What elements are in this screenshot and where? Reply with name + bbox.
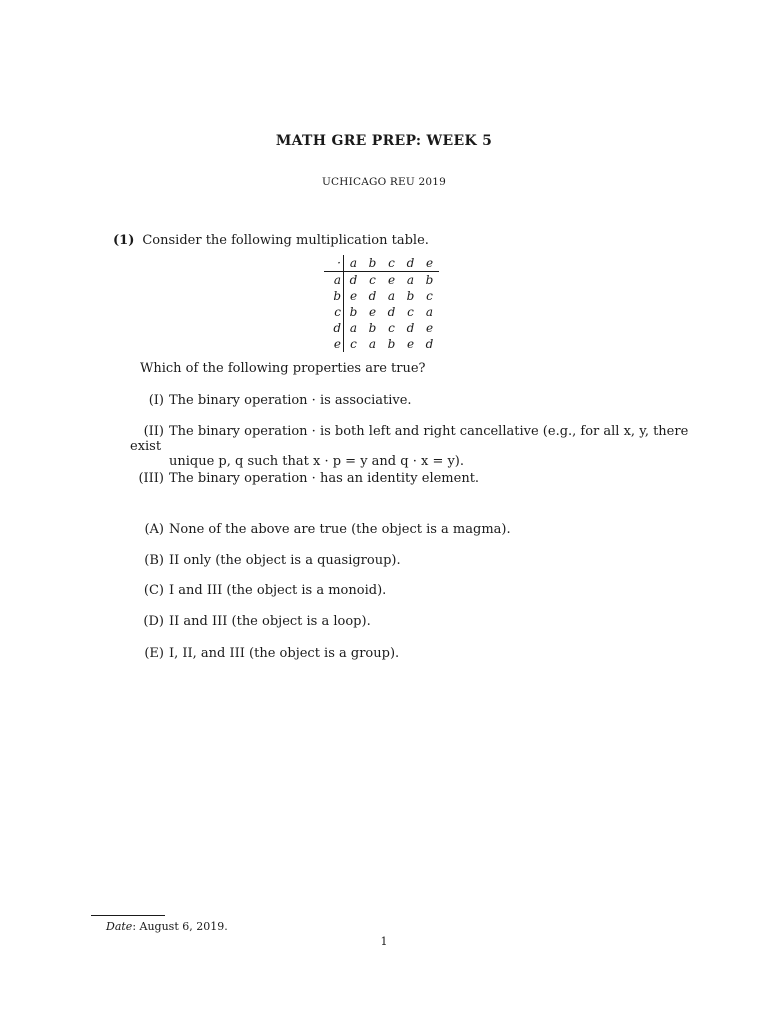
option-text: None of the above are true (the object is a magma). (169, 522, 511, 537)
table-cell: e (368, 305, 377, 319)
table-cell: a (368, 337, 377, 351)
table-col-header: c (382, 255, 401, 272)
table-cell: b (368, 321, 377, 335)
property-label: (II) (143, 424, 164, 439)
table-cell: a (425, 305, 434, 319)
table-header-row (324, 255, 439, 272)
table-col-header: a (344, 255, 364, 272)
table-row (324, 288, 439, 304)
property-text-continuation: unique p, q such that x · p = y and q · x = y). (169, 454, 465, 469)
table-cell: c (369, 273, 376, 287)
table-row (324, 304, 439, 320)
option-text: I, II, and III (the object is a group). (169, 646, 400, 661)
property-label: (I) (148, 393, 164, 408)
table-corner: · (324, 255, 344, 272)
option-label: (A) (144, 522, 164, 537)
table-col-header: d (401, 255, 420, 272)
answer-option (130, 614, 371, 629)
table-cell: d (349, 273, 358, 287)
property-text: The binary operation · is associative. (169, 393, 412, 408)
page-subtitle: UCHICAGO REU 2019 (321, 176, 447, 188)
table-cell: d (387, 305, 396, 319)
table-cell: a (387, 289, 396, 303)
table-row-header: e (324, 336, 344, 352)
question-prompt: Which of the following properties are true? (140, 361, 426, 376)
property-item (130, 393, 412, 408)
multiplication-table (324, 255, 439, 352)
table-cell: e (387, 273, 396, 287)
table-row (324, 272, 439, 289)
option-text: I and III (the object is a monoid). (169, 583, 387, 598)
property-item (130, 424, 690, 469)
option-text: II and III (the object is a loop). (169, 614, 371, 629)
page-title: MATH GRE PREP: WEEK 5 (275, 133, 493, 149)
table-cell: b (425, 273, 434, 287)
table-cell: c (388, 321, 395, 335)
property-text: The binary operation · is both left and right cancellative (e.g., for all x, y, there exist (130, 424, 689, 454)
table-cell: b (387, 337, 396, 351)
table-cell: e (425, 321, 434, 335)
table-cell: e (406, 337, 415, 351)
property-label: (III) (138, 471, 164, 486)
table-cell: c (350, 337, 357, 351)
table-row (324, 336, 439, 352)
answer-option (130, 583, 386, 598)
table-row-header: d (324, 320, 344, 336)
footnote-rule (91, 915, 165, 916)
table-row-header: a (324, 272, 344, 289)
table-cell: a (349, 321, 358, 335)
footnote-text: : August 6, 2019. (132, 920, 228, 933)
table-cell: d (406, 321, 415, 335)
table-row (324, 320, 439, 336)
table-col-header: e (420, 255, 439, 272)
table-cell: c (407, 305, 414, 319)
footnote (106, 920, 228, 933)
table-cell: d (425, 337, 434, 351)
property-text: The binary operation · has an identity element. (169, 471, 480, 486)
question-intro (113, 233, 429, 248)
answer-option (130, 553, 401, 568)
footnote-label: Date (106, 920, 133, 933)
option-label: (E) (144, 646, 164, 661)
table-cell: e (349, 289, 358, 303)
table-row-header: c (324, 304, 344, 320)
table-cell: b (406, 289, 415, 303)
option-text: II only (the object is a quasigroup). (169, 553, 401, 568)
question-intro-text: Consider the following multiplication table. (142, 233, 429, 248)
table-col-header: b (363, 255, 382, 272)
option-label: (C) (143, 583, 164, 598)
option-label: (B) (144, 553, 164, 568)
table-row-header: b (324, 288, 344, 304)
option-label: (D) (143, 614, 164, 629)
table-cell: a (406, 273, 415, 287)
answer-option (130, 522, 511, 537)
question-number: (1) (113, 233, 135, 248)
table-cell: b (349, 305, 358, 319)
page-number: 1 (380, 935, 388, 948)
property-item (130, 471, 479, 486)
answer-option (130, 646, 399, 661)
table-cell: c (426, 289, 433, 303)
table-cell: d (368, 289, 377, 303)
